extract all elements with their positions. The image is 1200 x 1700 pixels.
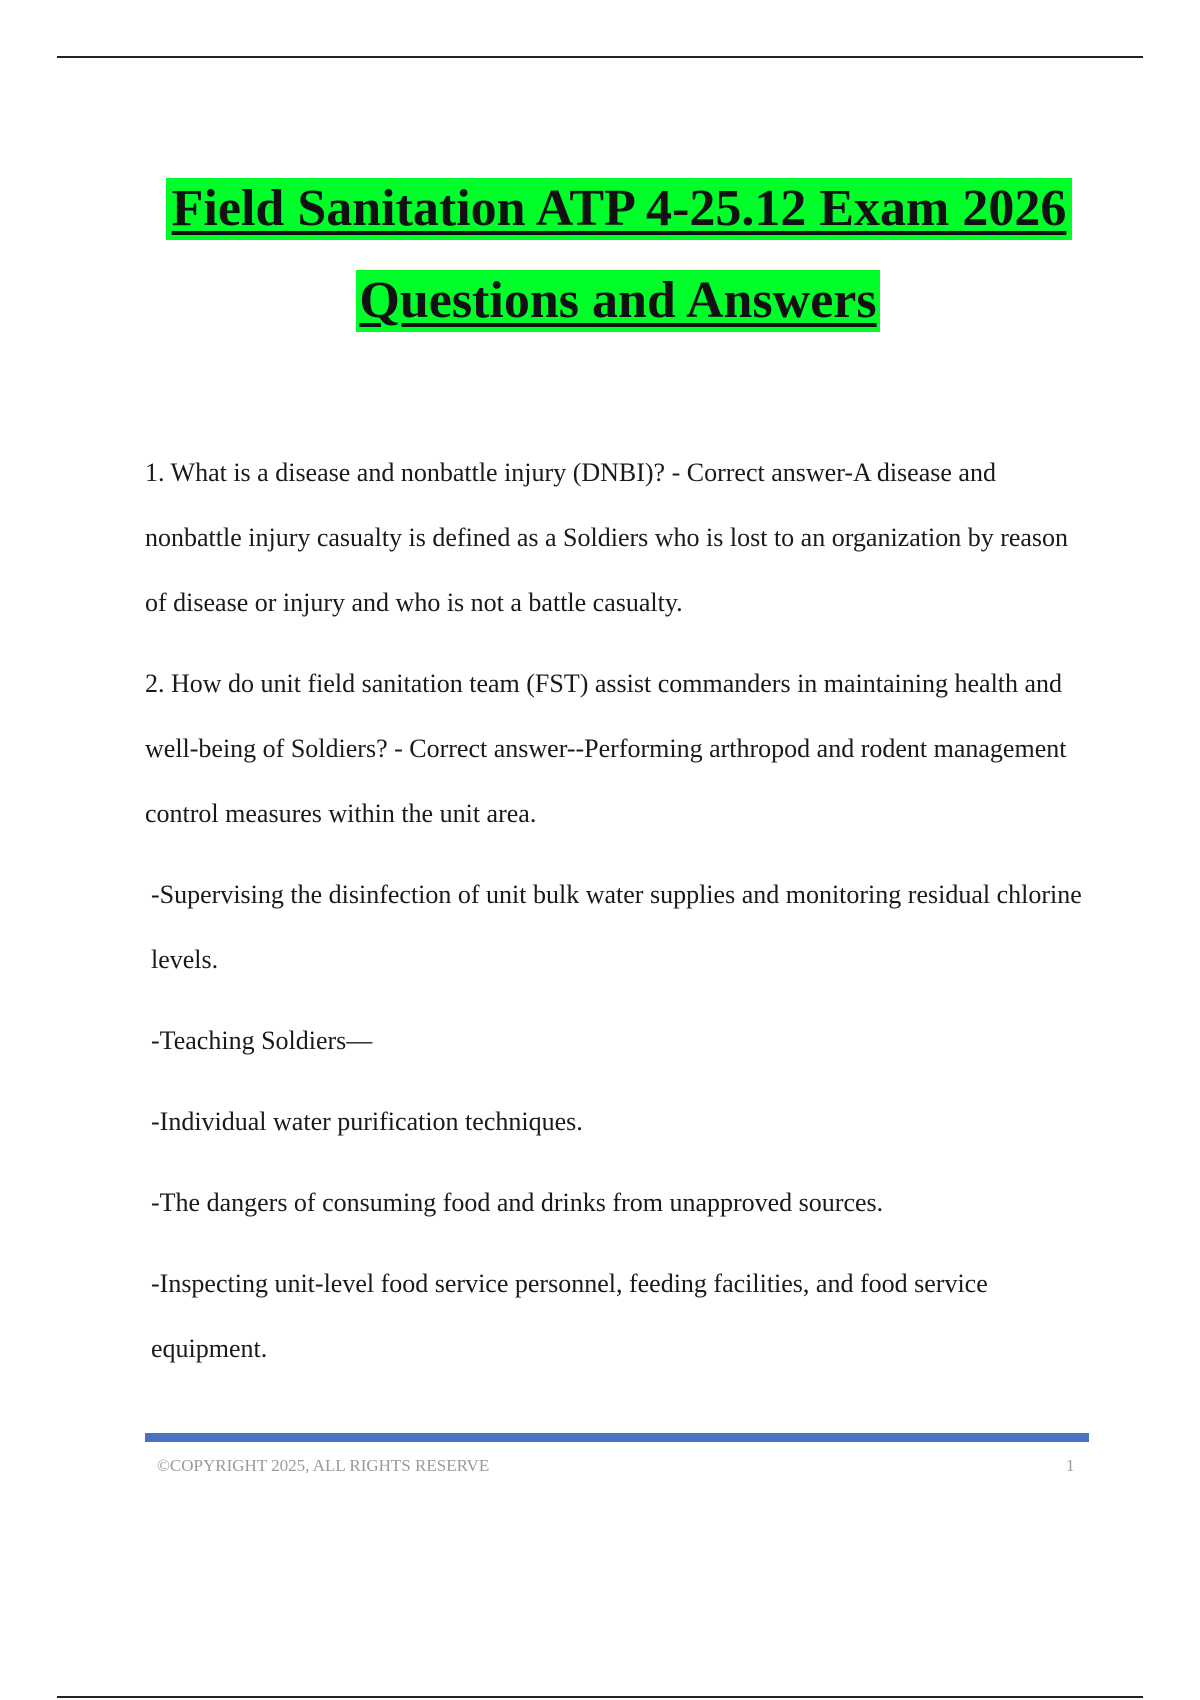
footer-copyright: ©COPYRIGHT 2025, ALL RIGHTS RESERVE: [157, 1456, 490, 1475]
answer-item-teaching: -Teaching Soldiers—: [151, 1026, 373, 1055]
answer-item-water-purification: -Individual water purification techniques.: [151, 1107, 583, 1136]
footer-page-number: 1: [1066, 1456, 1075, 1475]
page-top-rule: [57, 56, 1143, 58]
question-2: 2. How do unit field sanitation team (FST) assist commanders in maintaining health and well-being of Soldiers? - Correct answer--Performing arthropod and rodent management control measures within the unit area.: [145, 669, 1067, 828]
question-1: 1. What is a disease and nonbattle injury (DNBI)? - Correct answer-A disease and nonbattle injury casualty is defined as a Soldiers who is lost to an organization by reason of disease or injury and who is not a battle casualty.: [145, 458, 1069, 617]
document-body: [145, 440, 1090, 1397]
answer-item-inspecting: -Inspecting unit-level food service personnel, feeding facilities, and food service equipment.: [151, 1269, 988, 1363]
title-line-2: Questions and Answers: [356, 270, 880, 332]
page-bottom-rule: [57, 1696, 1143, 1698]
title-line-1: Field Sanitation ATP 4-25.12 Exam 2026: [166, 178, 1072, 240]
answer-item-dangers: -The dangers of consuming food and drinks from unapproved sources.: [151, 1188, 884, 1217]
footer-divider-bar: [145, 1433, 1089, 1442]
answer-item-supervising: -Supervising the disinfection of unit bulk water supplies and monitoring residual chlorine levels.: [151, 880, 1082, 974]
